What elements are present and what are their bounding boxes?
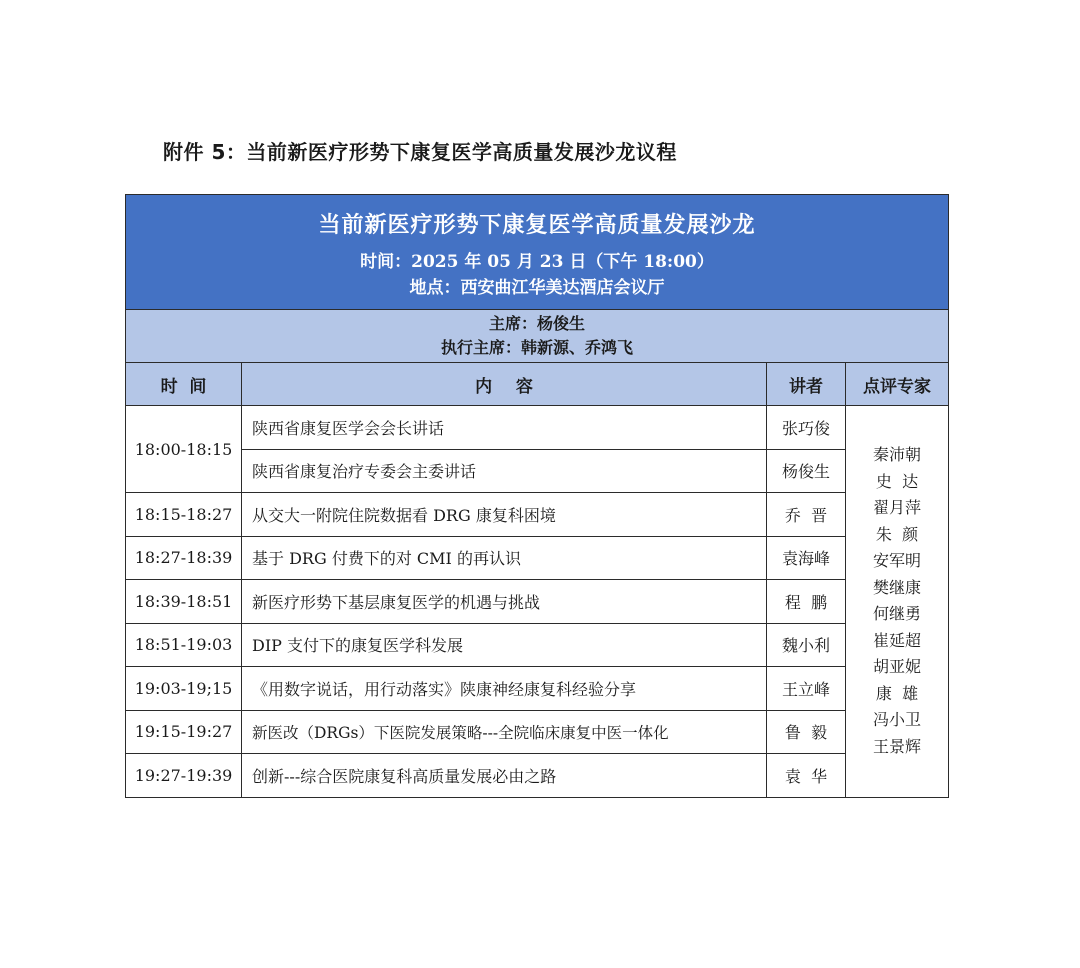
header-row: [126, 363, 949, 406]
table-row: [126, 754, 949, 798]
expert-name: 冯小卫: [873, 710, 922, 730]
expert-name: 胡亚妮: [873, 657, 922, 677]
agenda-table: [125, 194, 949, 798]
row-content: 《用数字说话，用行动落实》陕康神经康复科经验分享: [242, 667, 767, 711]
table-row: [126, 406, 949, 450]
row-content: DIP 支付下的康复医学科发展: [242, 623, 767, 667]
row-time: 18:15-18:27: [126, 493, 242, 537]
row-content: 陕西省康复医学会会长讲话: [242, 406, 767, 450]
row-speaker: 鲁 毅: [767, 710, 846, 754]
expert-name: 安军明: [873, 551, 922, 571]
expert-name: 朱 颜: [875, 524, 919, 544]
experts-cell: [846, 406, 949, 798]
table-row: [126, 536, 949, 580]
table-row: [126, 493, 949, 537]
row-speaker: 杨俊生: [767, 449, 846, 493]
expert-name: 康 雄: [875, 683, 919, 703]
row-time: 18:51-19:03: [126, 623, 242, 667]
table-row: [126, 710, 949, 754]
row-time: 18:27-18:39: [126, 536, 242, 580]
expert-name: 王景辉: [873, 736, 922, 756]
row-time: 19:03-19;15: [126, 667, 242, 711]
header-content: 内 容: [242, 363, 767, 406]
row-content: 创新---综合医院康复科高质量发展必由之路: [242, 754, 767, 798]
expert-name: 樊继康: [873, 577, 922, 597]
header-experts: 点评专家: [846, 363, 949, 406]
expert-name: 崔延超: [873, 630, 922, 650]
row-content: 从交大一附院住院数据看 DRG 康复科困境: [242, 493, 767, 537]
row-time: 18:39-18:51: [126, 580, 242, 624]
chairs-row: [126, 310, 949, 363]
salon-title: 当前新医疗形势下康复医学高质量发展沙龙: [318, 212, 756, 238]
expert-name: 史 达: [875, 471, 919, 491]
executive-chairs: 执行主席：韩新源、乔鸿飞: [441, 338, 634, 357]
table-row: [126, 580, 949, 624]
table-row: [126, 449, 949, 493]
row-time: 18:00-18:15: [126, 406, 242, 493]
expert-name: 何继勇: [873, 604, 922, 624]
row-speaker: 袁 华: [767, 754, 846, 798]
chairs: [126, 310, 949, 363]
row-time: 19:15-19:27: [126, 710, 242, 754]
attachment-title: 附件 5：当前新医疗形势下康复医学高质量发展沙龙议程: [163, 140, 677, 164]
header-time: 时 间: [126, 363, 242, 406]
row-speaker: 程 鹏: [767, 580, 846, 624]
table-row: [126, 623, 949, 667]
table-row: [126, 667, 949, 711]
row-content: 陕西省康复治疗专委会主委讲话: [242, 449, 767, 493]
banner-row: [126, 195, 949, 310]
row-speaker: 乔 晋: [767, 493, 846, 537]
header-speaker: 讲者: [767, 363, 846, 406]
row-speaker: 魏小利: [767, 623, 846, 667]
expert-name: 秦沛朝: [873, 445, 922, 465]
row-content: 新医疗形势下基层康复医学的机遇与挑战: [242, 580, 767, 624]
row-time: 19:27-19:39: [126, 754, 242, 798]
salon-time: 时间：2025 年 05 月 23 日（下午 18:00）: [360, 251, 714, 272]
row-speaker: 袁海峰: [767, 536, 846, 580]
row-speaker: 张巧俊: [767, 406, 846, 450]
row-content: 基于 DRG 付费下的对 CMI 的再认识: [242, 536, 767, 580]
chair: 主席：杨俊生: [489, 314, 586, 333]
banner: [126, 195, 949, 310]
row-speaker: 王立峰: [767, 667, 846, 711]
salon-place: 地点：西安曲江华美达酒店会议厅: [409, 277, 665, 298]
expert-name: 翟月萍: [873, 498, 922, 518]
row-content: 新医改（DRGs）下医院发展策略---全院临床康复中医一体化: [242, 710, 767, 754]
